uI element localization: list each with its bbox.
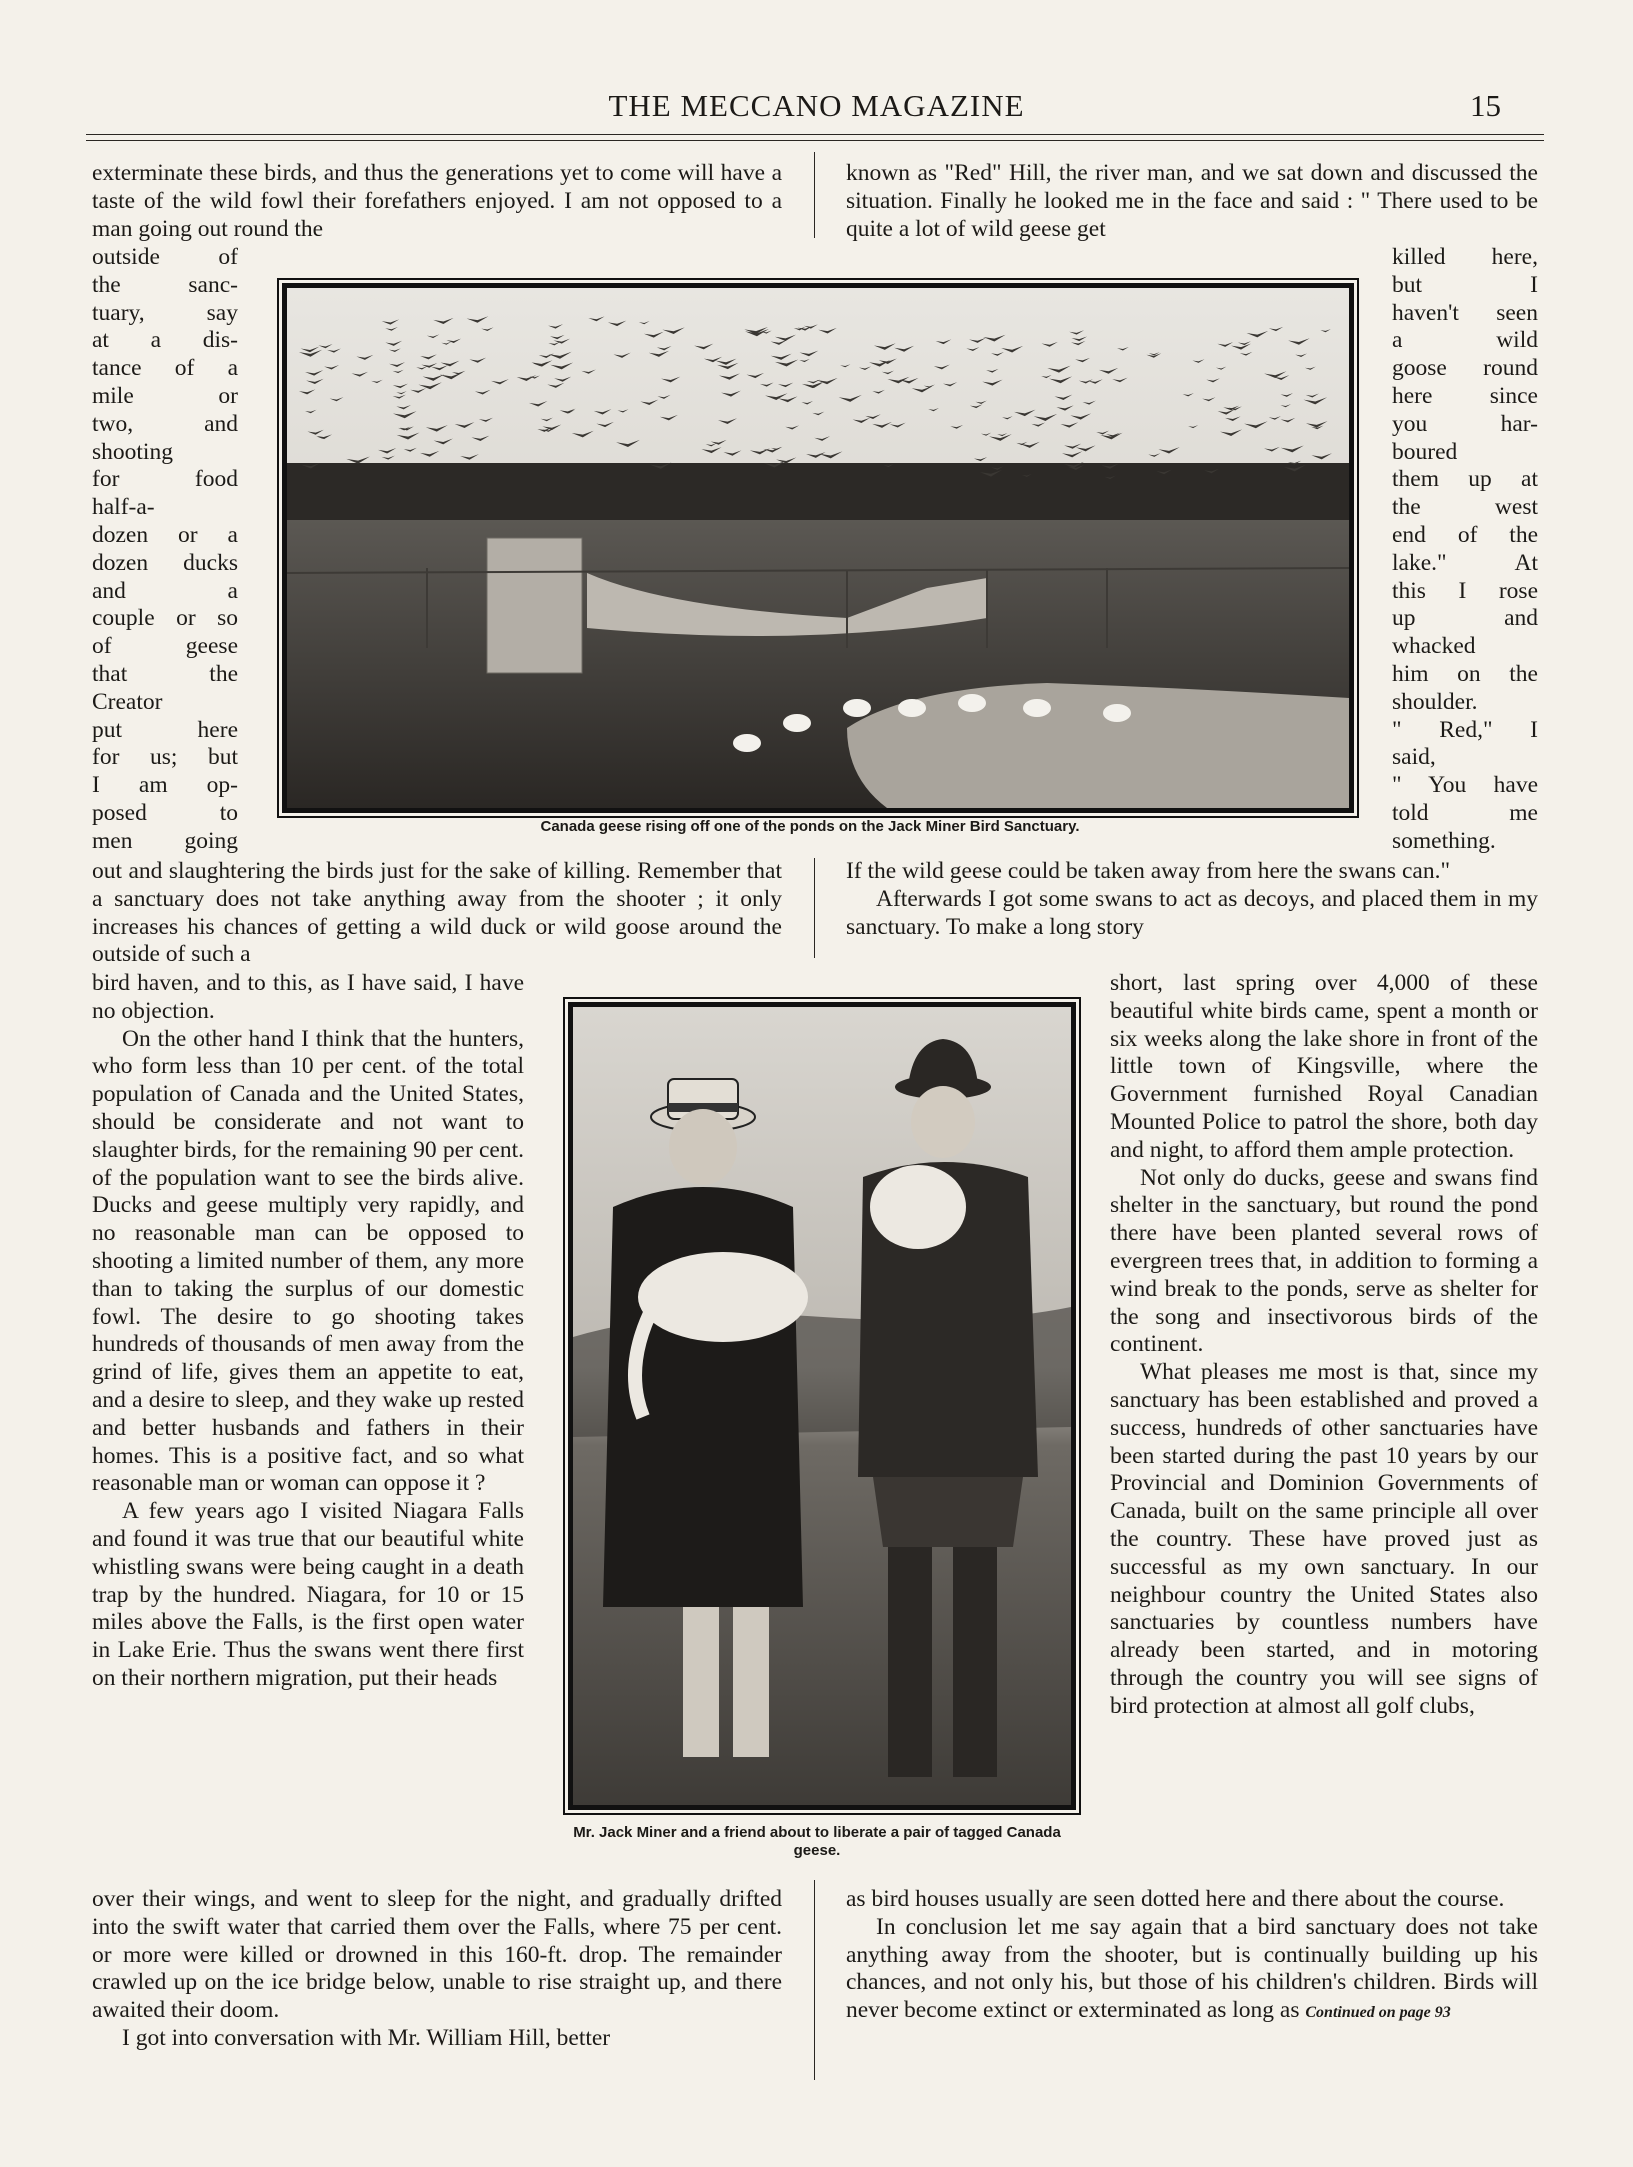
geese-photo-caption: Canada geese rising off one of the ponds on the Jack Miner Bird Sanctuary.: [540, 818, 1080, 835]
narrow-line: of geese: [92, 633, 238, 660]
men-photo-caption: Mr. Jack Miner and a friend about to liberate a pair of tagged Canada geese.: [573, 1824, 1061, 1859]
narrow-line: boured: [1392, 438, 1458, 465]
narrow-line: men going: [92, 827, 238, 854]
narrow-line: that the: [92, 660, 238, 687]
left-narrow-column: [92, 244, 238, 856]
closing-text: In conclusion let me say again that a bird sanctuary does not take anything away from the shooter, but is continually building up his chances, and not only his, but those of his children's children. Birds will never become extinct or exterminated as long as: [846, 1913, 1538, 2024]
continued-link[interactable]: Continued on page 93: [1305, 2004, 1451, 2022]
geese-photo-image: [287, 288, 1349, 808]
narrow-line: two, and: [92, 410, 238, 437]
narrow-line: " You have: [1392, 772, 1538, 799]
column-rule-top: [814, 152, 815, 238]
right-column-bottom: [846, 1886, 1538, 2027]
left-narrow-lines: [92, 244, 238, 856]
header-rule: [86, 134, 1544, 135]
paragraph: I got into conversation with Mr. William Hill, better: [122, 2024, 611, 2051]
paragraph: What pleases me most is that, since my sanctuary has been established and proved a success, hundreds of other sanctuaries have been started during the past 10 years by our Provincial and Dominion Governments of Canada, built on the same principle all over the country. These have proved just as successful as my own sanctuary. In our neighbour country the United States also sanctuaries by countless numbers have already been started, and in motoring through the country you will see signs of bird protection at almost all golf clubs,: [1110, 1359, 1538, 1719]
narrow-line: half-a-: [92, 494, 155, 521]
narrow-line: mile or: [92, 382, 238, 409]
column-rule-bottom: [814, 1880, 815, 2080]
paragraph: known as "Red" Hill, the river man, and we sat down and discussed the situation. Finally he looked me in the face and said : " There used to be quite a lot of wild geese get: [846, 160, 1538, 242]
narrow-line: something.: [1392, 827, 1496, 854]
right-narrow-column: [1392, 244, 1538, 856]
geese-photo: [282, 283, 1354, 813]
right-narrow-lines: [1392, 244, 1538, 856]
paragraph: exterminate these birds, and thus the generations yet to come will have a taste of the wild fowl their forefathers enjoyed. I am not opposed to a man going out round the: [92, 160, 782, 242]
narrow-line: at a dis-: [92, 327, 238, 354]
page-number: 15: [1470, 88, 1501, 123]
paragraph: Not only do ducks, geese and swans find shelter in the sanctuary, but round the pond there have been planted several rows of evergreen trees that, in addition to forming a wind break to the ponds, serve as shelter for the song and insectivorous birds of the continent.: [1110, 1164, 1538, 1358]
paragraph: If the wild geese could be taken away from here the swans can.": [846, 858, 1451, 884]
narrow-line: haven't seen: [1392, 299, 1538, 326]
left-column-intro: [92, 160, 782, 243]
narrow-line: the west: [1392, 494, 1538, 521]
magazine-title: THE MECCANO MAGAZINE: [608, 88, 1025, 123]
narrow-line: them up at: [1392, 466, 1538, 493]
narrow-line: tance of a: [92, 355, 238, 382]
left-column-bottom: [92, 1886, 782, 2053]
paragraph: On the other hand I think that the hunters, who form less than 10 per cent. of the total population of Canada and the United States, should be considerate and not want to slaughter birds, for the remaining 90 per cent. of the population want to see the birds alive. Ducks and geese multiply very rapidly, and no reasonable man can be opposed to shooting a limited number of them, any more than to taking the surplus of our domestic fowl. The desire to go shooting takes hundreds of thousands of men away from the grind of life, gives them an appetite to eat, and a desire to sleep, and they wake up rested and better husbands and fathers in their homes. This is a positive fact, and so what reasonable man or woman can oppose it ?: [92, 1025, 524, 1497]
narrow-line: dozen or a: [92, 521, 238, 548]
paragraph: over their wings, and went to sleep for the night, and gradually drifted into the swift water that carried them over the Falls, where 75 per cent. or more were killed or drowned in this 160-ft. drop. The remainder crawled up on the ice bridge below, unable to rise straight up, and there awaited their doom.: [92, 1886, 782, 2024]
narrow-line: this I rose: [1392, 577, 1538, 604]
narrow-line: you har-: [1392, 410, 1538, 437]
men-photo-image: [573, 1007, 1071, 1805]
narrow-line: shoulder.: [1392, 688, 1478, 715]
paragraph: [846, 1914, 1538, 2027]
left-column-beside-photo: [92, 970, 524, 1693]
narrow-line: a wild: [1392, 327, 1538, 354]
right-column-full: [846, 858, 1538, 941]
narrow-line: here since: [1392, 382, 1538, 409]
paragraph: bird haven, and to this, as I have said, I have no objection.: [92, 970, 524, 1024]
narrow-line: goose round: [1392, 355, 1538, 382]
narrow-line: posed to: [92, 799, 238, 826]
narrow-line: outside of: [92, 244, 238, 270]
narrow-line: lake." At: [1392, 549, 1538, 576]
paragraph: as bird houses usually are seen dotted here and there about the course.: [846, 1886, 1505, 1912]
narrow-line: dozen ducks: [92, 549, 238, 576]
narrow-line: killed here,: [1392, 244, 1538, 270]
paragraph: Afterwards I got some swans to act as decoys, and placed them in my sanctuary. To make a long story: [846, 885, 1538, 940]
narrow-line: whacked: [1392, 633, 1476, 660]
paragraph: A few years ago I visited Niagara Falls and found it was true that our beautiful white whistling swans were being caught in a death trap by the hundred. Niagara, for 10 or 15 miles above the Falls, is the first open water in Lake Erie. Thus the swans went there first on their northern migration, put their heads: [92, 1498, 524, 1691]
header-rule-double: [86, 140, 1544, 141]
narrow-line: Creator: [92, 688, 163, 715]
right-column-intro: [846, 160, 1538, 243]
narrow-line: end of the: [1392, 521, 1538, 548]
narrow-line: for food: [92, 466, 238, 493]
narrow-line: I am op-: [92, 772, 238, 799]
narrow-line: the sanc-: [92, 271, 238, 298]
right-column-beside-photo: [1110, 970, 1538, 1721]
narrow-line: put here: [92, 716, 238, 743]
paragraph: short, last spring over 4,000 of these beautiful white birds came, spent a month or six weeks along the lake shore in front of the little town of Kingsville, where the Government furnished Royal Canadian Mounted Police to patrol the shore, both day and night, to afford them ample protection.: [1110, 970, 1538, 1163]
narrow-line: couple or so: [92, 605, 238, 632]
narrow-line: tuary, say: [92, 299, 238, 326]
column-rule-middle: [814, 858, 815, 958]
narrow-line: up and: [1392, 605, 1538, 632]
narrow-line: for us; but: [92, 744, 238, 771]
narrow-line: told me: [1392, 799, 1538, 826]
narrow-line: and a: [92, 577, 238, 604]
narrow-line: said,: [1392, 744, 1436, 771]
narrow-line: but I: [1392, 271, 1538, 298]
narrow-line: shooting: [92, 438, 173, 465]
men-photo: [568, 1002, 1076, 1810]
paragraph: out and slaughtering the birds just for the sake of killing. Remember that a sanctuary does not take anything away from the shooter ; it only increases his chances of getting a wild duck or wild goose around the outside of such a: [92, 858, 782, 968]
left-column-full-1: [92, 858, 782, 969]
narrow-line: him on the: [1392, 660, 1538, 687]
narrow-line: " Red," I: [1392, 716, 1538, 743]
